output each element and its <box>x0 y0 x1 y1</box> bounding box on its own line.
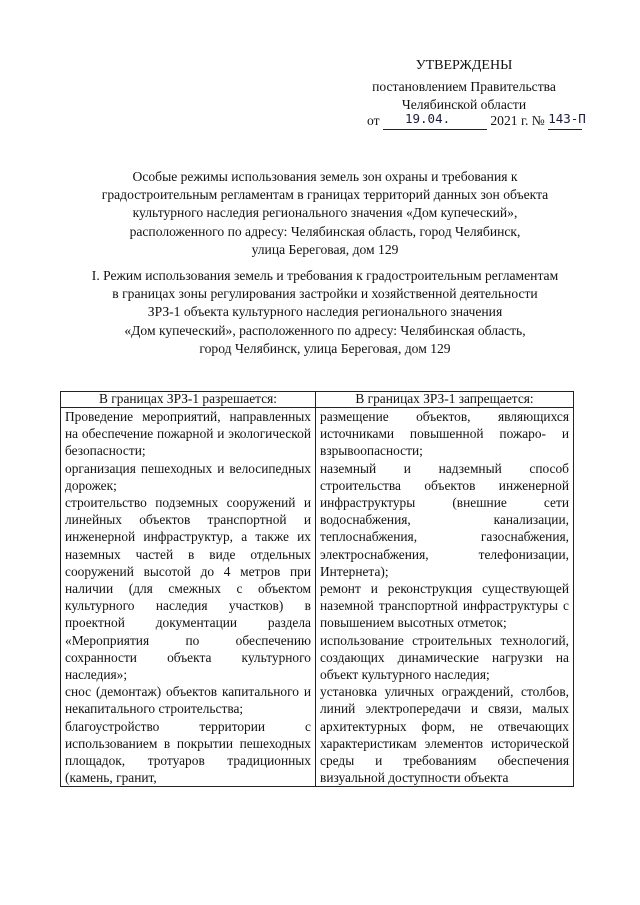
table-row <box>61 408 574 787</box>
allowed-item: строительство подземных сооружений и линейных объектов транспортной и инженерной инфраструктур, а также их наземных частей в виде отдельных сооружений высотой до 4 метров при наличии (для смежных с объектом культурного наследия участков) в проектной документации раздела «Мероприятия по обеспечению сохранности объекта культурного наследия»; <box>65 495 311 683</box>
section-heading <box>60 267 590 358</box>
prohibited-item: размещение объектов, являющихся источниками повышенной пожаро- и взрывоопасности; <box>320 409 569 459</box>
title-line: расположенного по адресу: Челябинская область, город Челябинск, <box>129 223 521 239</box>
prohibited-item: использование строительных технологий, создающих динамические нагрузки на объект культурного наследия; <box>320 632 569 683</box>
allowed-item: организация пешеходных и велосипедных дорожек; <box>65 460 311 493</box>
prohibited-column-header: В границах ЗРЗ-1 запрещается: <box>316 392 574 408</box>
approval-block <box>340 57 588 114</box>
number-underline <box>548 111 586 130</box>
year-number-label: 2021 г. № <box>490 113 545 128</box>
approval-heading: УТВЕРЖДЕНЫ <box>415 58 513 73</box>
section-line: в границах зоны регулирования застройки и хозяйственной деятельности <box>112 286 538 302</box>
title-line: градостроительным регламентам в границах территорий данных зон объекта <box>101 187 549 203</box>
section-line: I. Режим использования земель и требования к градостроительным регламентам <box>91 268 559 283</box>
date-prefix: от <box>367 113 380 128</box>
section-line: город Челябинск, улица Береговая, дом 129 <box>199 340 451 356</box>
allowed-item: Проведение мероприятий, направленных на обеспечение пожарной и экологической безопасности; <box>65 409 311 459</box>
allowed-item: снос (демонтаж) объектов капитального и некапитального строительства; <box>65 684 311 717</box>
prohibited-item: установка уличных ограждений, столбов, линий электропередачи и связи, малых архитектурных форм, не отвечающих характеристикам элементов исторической среды и требованиям обеспечения визуальной доступности объекта <box>320 684 569 786</box>
prohibited-item: ремонт и реконструкция существующей наземной транспортной инфраструктуры с повышением высотных отметок; <box>320 581 569 631</box>
approval-line-2: Челябинской области <box>401 97 527 112</box>
allowed-cell <box>61 408 316 787</box>
allowed-item: благоустройство территории с использованием в покрытии пешеходных площадок, тротуаров традиционных (камень, гранит, <box>65 718 311 786</box>
zone-rules-table <box>60 391 574 787</box>
title-line: Особые режимы использования земель зон охраны и требования к <box>132 169 518 184</box>
approval-date-line <box>367 112 607 130</box>
section-line: «Дом купеческий», расположенного по адресу: Челябинская область, <box>124 322 526 338</box>
table-header-row <box>61 392 574 408</box>
date-underline <box>383 111 487 130</box>
section-line: ЗРЗ-1 объекта культурного наследия регионального значения <box>147 304 503 320</box>
approval-line-1: постановлением Правительства <box>372 79 556 94</box>
allowed-column-header: В границах ЗРЗ-1 разрешается: <box>61 392 316 408</box>
handwritten-number: 143-П <box>548 111 586 126</box>
title-line: улица Береговая, дом 129 <box>251 241 399 257</box>
title-line: культурного наследия регионального значения «Дом купеческий», <box>132 205 518 221</box>
handwritten-date: 19.04. <box>404 111 451 126</box>
document-title <box>60 168 590 259</box>
prohibited-cell <box>316 408 574 787</box>
prohibited-item: наземный и надземный способ строительства объектов инженерной инфраструктуры (внешние сети водоснабжения, канализации, теплоснабжения, газоснабжения, электроснабжения, телефонизации, Интернета); <box>320 460 569 579</box>
